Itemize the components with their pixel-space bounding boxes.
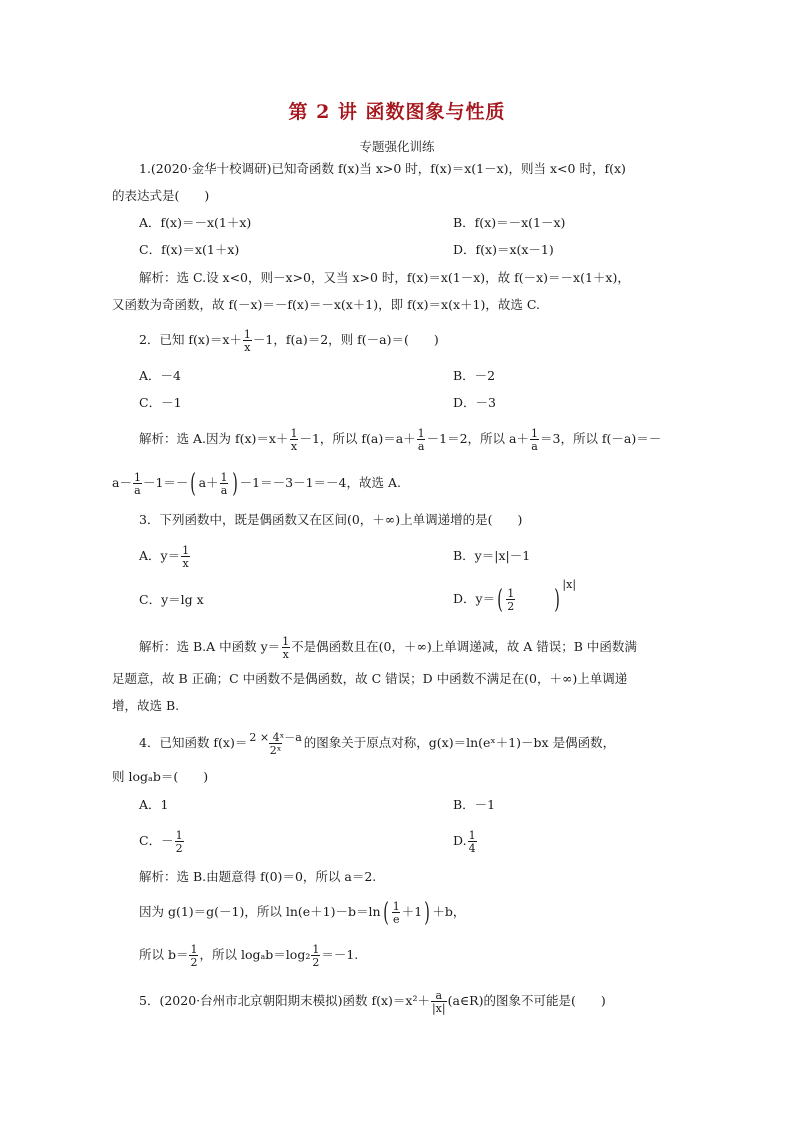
frac-1-over-a: $\frac{1}{a}$ bbox=[220, 470, 228, 497]
right-paren-icon: ) bbox=[424, 897, 431, 928]
q4-option-b: B．－1 bbox=[453, 797, 496, 812]
q1-option-a: A．f(x)＝－x(1＋x) bbox=[139, 215, 252, 230]
q4-stem-line2: 则 logₐb＝( ) bbox=[112, 769, 209, 784]
q2-option-a: A．－4 bbox=[139, 368, 181, 383]
q4-solution-line3: 所以 b＝ $\frac{1}{2}$ ，所以 logₐb＝log₂ $\frac{1}{2}$ ＝－1. bbox=[139, 942, 359, 969]
frac-1-over-x: $\frac{1}{x}$ bbox=[282, 634, 290, 661]
q2-stem bbox=[139, 325, 439, 355]
q5-fraction: $\frac{a}{|x|}$ bbox=[431, 988, 446, 1015]
q2-solution-line2: a－ $\frac{1}{a}$ －1＝－( a＋ $\frac{1}{a}$ ) －1＝－3－1＝－4，故选 A. bbox=[112, 468, 401, 499]
q4-option-d: D. $\frac{1}{4}$ bbox=[453, 828, 476, 855]
left-paren-icon: ( bbox=[190, 468, 197, 499]
q1-solution-line2: 又函数为奇函数，故 f(－x)＝－f(x)＝－x(x＋1)，即 f(x)＝x(x＋1)，故选 C. bbox=[112, 297, 540, 312]
frac-1-over-e: $\frac{1}{e}$ bbox=[392, 899, 400, 926]
frac-1-over-2: $\frac{1}{2}$ bbox=[507, 586, 515, 613]
q3-solution-line1: 解析：选 B.A 中函数 y＝ $\frac{1}{x}$ 不是偶函数且在(0，＋∞)上单调递减，故 A 错误；B 中函数满 bbox=[139, 634, 637, 661]
q1-solution-line1: 解析：选 C.设 x<0，则－x>0，又当 x>0 时，f(x)＝x(1－x)，故 f(－x)＝－x(1＋x)， bbox=[139, 270, 630, 285]
q3-stem: 3．下列函数中，既是偶函数又在区间(0，＋∞)上单调递增的是( ) bbox=[139, 512, 523, 527]
q4-solution-line1: 解析：选 B.由题意得 f(0)＝0，所以 a＝2. bbox=[139, 869, 377, 884]
q1-option-d: D．f(x)＝x(x－1) bbox=[453, 242, 554, 257]
q4-f-fraction: $\frac{\text{2 × 4ˣ－a}}{\text{2ˣ}}$ bbox=[249, 730, 302, 757]
left-paren-icon: ( bbox=[497, 584, 503, 615]
q1-option-c: C．f(x)＝x(1＋x) bbox=[139, 242, 240, 257]
q2-stem-pre: 2．已知 f(x)＝x＋ bbox=[139, 332, 242, 347]
frac-1-over-2: $\frac{1}{2}$ bbox=[190, 942, 198, 969]
q3-option-c: C．y＝lg x bbox=[139, 592, 204, 607]
q1-option-b: B．f(x)＝－x(1－x) bbox=[453, 215, 566, 230]
q2-option-c: C．－1 bbox=[139, 395, 182, 410]
page-title: 第 2 讲 函数图象与性质 bbox=[288, 101, 506, 123]
q4-option-c: C．－ $\frac{1}{2}$ bbox=[139, 828, 183, 855]
right-paren-icon: ) bbox=[554, 584, 561, 615]
q2-option-d: D．－3 bbox=[453, 395, 496, 410]
q3-option-d-exponent: |x| bbox=[562, 578, 577, 591]
q4-solution-line2: 因为 g(1)＝g(－1)，所以 ln(e＋1)－b＝ln( $\frac{1}{e}$ ＋1) ＋b， bbox=[139, 897, 466, 928]
right-paren-icon: ) bbox=[231, 468, 238, 499]
q3-solution-line2: 足题意，故 B 正确；C 中函数不是偶函数，故 C 错误；D 中函数不满足在(0，＋∞)上单调递 bbox=[112, 671, 628, 686]
q4-stem-line1: 4．已知函数 f(x)＝ $\frac{\text{2 × 4ˣ－a}}{\text{2ˣ}}$ 的图象关于原点对称，g(x)＝ln(eˣ＋1)－bx 是偶函数， bbox=[139, 730, 616, 757]
q3-option-a: A．y＝ $\frac{1}{x}$ bbox=[139, 543, 190, 570]
frac-1-over-x: $\frac{1}{x}$ bbox=[182, 543, 190, 570]
q1-stem-line2: 的表达式是( ) bbox=[112, 188, 210, 203]
q5-stem: 5．(2020·台州市北京朝阳期末模拟)函数 f(x)＝x²＋ $\frac{a}{|x|}$ (a∈R)的图象不可能是( ) bbox=[139, 988, 606, 1015]
q3-solution-line3: 增，故选 B. bbox=[112, 698, 180, 713]
frac-1-over-4: $\frac{1}{4}$ bbox=[468, 828, 476, 855]
left-paren-icon: ( bbox=[382, 897, 389, 928]
frac-1-over-x: $\frac{1}{x}$ bbox=[290, 426, 298, 453]
frac-1-over-a: $\frac{1}{a}$ bbox=[417, 426, 425, 453]
frac-1-over-a: $\frac{1}{a}$ bbox=[133, 470, 141, 497]
q2-solution-line1: 解析：选 A.因为 f(x)＝x＋ $\frac{1}{x}$ －1，所以 f(a)＝a＋ $\frac{1}{a}$ －1＝2，所以 a＋ $\frac{1}{a}$ ＝3，所以 f(－a)＝－ bbox=[139, 426, 662, 453]
q2-option-b: B．－2 bbox=[453, 368, 496, 383]
frac-1-over-2: $\frac{1}{2}$ bbox=[312, 942, 320, 969]
q1-stem-line1: 1.(2020·金华十校调研)已知奇函数 f(x)当 x>0 时，f(x)＝x(1－x)，则当 x<0 时，f(x) bbox=[139, 161, 626, 176]
q2-stem-post: －1，f(a)＝2，则 f(－a)＝( ) bbox=[252, 332, 439, 347]
section-subtitle: 专题强化训练 bbox=[359, 139, 435, 154]
frac-1-over-a: $\frac{1}{a}$ bbox=[531, 426, 538, 453]
q2-stem-fraction: $\frac{1}{x}$ bbox=[243, 327, 251, 354]
q4-option-a: A．1 bbox=[139, 797, 169, 812]
q3-option-b: B．y＝|x|－1 bbox=[453, 548, 531, 563]
frac-1-over-2: $\frac{1}{2}$ bbox=[175, 828, 183, 855]
q3-option-d: D．y＝( $\frac{1}{2}$ )|x| bbox=[453, 578, 577, 615]
